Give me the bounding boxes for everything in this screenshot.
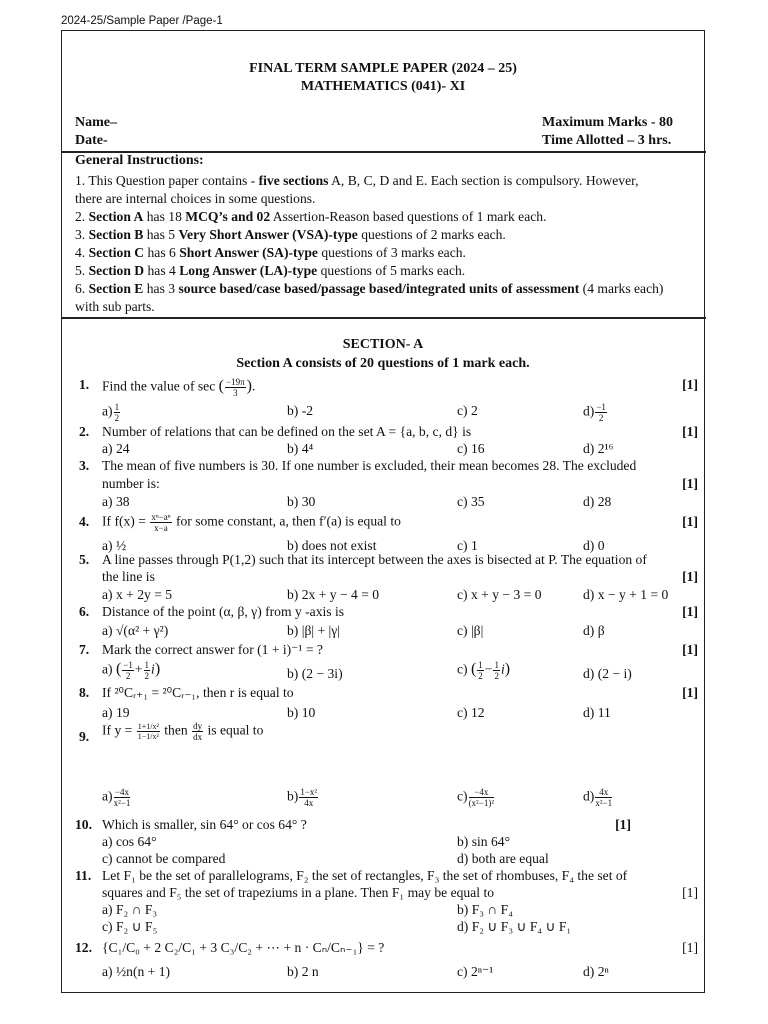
option-d: d) 28 bbox=[583, 494, 612, 509]
text: 6. bbox=[75, 281, 89, 296]
text: c) bbox=[457, 661, 468, 677]
text: If y = bbox=[102, 722, 133, 738]
instruction-3 bbox=[75, 226, 691, 244]
option-d: d) 2ⁿ bbox=[583, 964, 609, 979]
text: then bbox=[164, 722, 188, 738]
paper-title: FINAL TERM SAMPLE PAPER (2024 – 25) bbox=[249, 61, 517, 76]
question-mark: [1] bbox=[682, 885, 698, 900]
question-mark: [1] bbox=[682, 476, 698, 491]
option-d: d) x − y + 1 = 0 bbox=[583, 587, 669, 602]
text: d) bbox=[583, 788, 595, 804]
option-b: b) |β| + |γ| bbox=[287, 623, 340, 638]
text: Section D bbox=[88, 263, 145, 278]
option-a: a) 19 bbox=[102, 705, 130, 720]
text: 5. bbox=[75, 263, 89, 278]
text: A, B, C, D and E. Each section is compulsory. However, bbox=[328, 173, 639, 188]
option-a: a) F₂ ∩ F₃ bbox=[102, 902, 158, 917]
section-title: SECTION- A bbox=[342, 337, 424, 352]
option-c: c) 2 bbox=[457, 403, 478, 418]
text: 4. bbox=[75, 245, 89, 260]
option-c: c) F₂ ∪ F₅ bbox=[102, 919, 158, 934]
option-c: c) cannot be compared bbox=[102, 851, 226, 866]
text: has 4 bbox=[144, 263, 180, 278]
text: c) bbox=[457, 788, 468, 804]
option-d: d) $\frac{4x}{\text{x²−1}}$ bbox=[583, 787, 613, 808]
text: Section A bbox=[88, 209, 144, 224]
option-c: c) |β| bbox=[457, 623, 484, 638]
question-text: If f(x) = $\frac{\text{xⁿ−aⁿ}}{x-a}$ for some constant, a, then f′(a) is equal to bbox=[102, 512, 401, 533]
option-b: b) 30 bbox=[287, 494, 316, 509]
question-number: 4. bbox=[79, 514, 90, 529]
question-text-continued: number is: bbox=[102, 476, 160, 491]
option-a: a) ½ bbox=[102, 538, 127, 553]
option-c: c) 16 bbox=[457, 441, 485, 456]
option-b: b) 2x + y − 4 = 0 bbox=[287, 587, 380, 602]
text: Section E bbox=[88, 281, 144, 296]
option-c: c) 1 bbox=[457, 538, 478, 553]
option-d: d) (2 − i) bbox=[583, 666, 632, 681]
question-number: 7. bbox=[79, 642, 90, 657]
question-text: If y = $\frac{\text{1+1/x²}}{\text{1−1/x²}}$ then $\frac{dy}{dx}$ is equal to bbox=[102, 721, 264, 742]
text: d) bbox=[583, 403, 595, 419]
text: 3. bbox=[75, 227, 89, 242]
text: questions of 3 marks each. bbox=[317, 245, 466, 260]
option-d: d) 11 bbox=[583, 705, 611, 720]
option-a: a) $\frac{1}{2}$ bbox=[102, 402, 120, 423]
question-number: 10. bbox=[75, 817, 92, 832]
option-c: c) x + y − 3 = 0 bbox=[457, 587, 542, 602]
question-text: The mean of five numbers is 30. If one number is excluded, their mean becomes 28. The excluded bbox=[102, 458, 637, 473]
text: for some constant, a, then f′(a) is equal to bbox=[175, 513, 401, 529]
text: Very Short Answer (VSA)-type bbox=[178, 227, 358, 242]
option-b: b) 4⁴ bbox=[287, 441, 314, 456]
date-row bbox=[75, 133, 691, 149]
text: source based/case based/passage based/integrated units of assessment bbox=[178, 281, 580, 296]
question-mark: [1] bbox=[682, 642, 698, 657]
question-text: Which is smaller, sin 64° or cos 64° ? bbox=[102, 817, 307, 832]
question-mark: [1] bbox=[682, 424, 698, 439]
text: Short Answer (SA)-type bbox=[179, 245, 318, 260]
question-text: A line passes through P(1,2) such that its intercept between the axes is bisected at P. The equation of bbox=[102, 552, 647, 567]
max-marks: Maximum Marks - 80 bbox=[542, 115, 674, 130]
text: there are internal choices in some questions. bbox=[75, 191, 316, 206]
time-allotted: Time Allotted – 3 hrs. bbox=[542, 133, 672, 148]
question-number: 6. bbox=[79, 604, 90, 619]
page-label: 2024-25/Sample Paper /Page-1 bbox=[61, 15, 223, 27]
text: Section C bbox=[88, 245, 145, 260]
text: has 3 bbox=[143, 281, 179, 296]
text: has 6 bbox=[144, 245, 180, 260]
option-b: b) (2 − 3i) bbox=[287, 666, 343, 681]
divider bbox=[62, 317, 706, 319]
question-text: Let F₁ be the set of parallelograms, F₂ the set of rectangles, F₃ the set of rhombuses, F₄ the set of bbox=[102, 868, 628, 883]
text: a) bbox=[102, 788, 113, 804]
date-label: Date- bbox=[75, 133, 108, 148]
text: If f(x) = bbox=[102, 513, 146, 529]
question-number: 8. bbox=[79, 685, 90, 700]
option-a: a) ( $\frac{-1}{2}$ + $\frac{1}{2}$ i) bbox=[102, 660, 161, 681]
text: 2. bbox=[75, 209, 89, 224]
option-c: c) 12 bbox=[457, 705, 485, 720]
option-a: a) √(α² + γ²) bbox=[102, 623, 169, 638]
question-text: Find the value of sec ( $\frac{-19\pi}{3}$ ). bbox=[102, 377, 256, 398]
paper-subject: MATHEMATICS (041)- XI bbox=[300, 79, 466, 94]
text: MCQ’s and 02 bbox=[185, 209, 271, 224]
option-b: b) 2 n bbox=[287, 964, 319, 979]
question-text-continued: squares and F₅ the set of trapeziums in a plane. Then F₁ may be equal to bbox=[102, 885, 495, 900]
fraction: $\frac{-19\pi}{3}$ bbox=[226, 377, 245, 398]
question-text: {C₁/C₀ + 2 C₂/C₁ + 3 C₃/C₂ + ⋯ + n · Cₙ/Cₙ₋₁} = ? bbox=[102, 940, 385, 955]
question-mark: [1] bbox=[682, 569, 698, 584]
option-d: d) $\frac{-1}{2}$ bbox=[583, 402, 606, 423]
text: Long Answer (LA)-type bbox=[179, 263, 318, 278]
name-label: Name– bbox=[75, 115, 117, 130]
instruction-6 bbox=[75, 280, 691, 316]
question-mark: [1] bbox=[682, 685, 698, 700]
option-c: c) 35 bbox=[457, 494, 485, 509]
option-a: a) ½n(n + 1) bbox=[102, 964, 171, 979]
instruction-5 bbox=[75, 262, 691, 280]
text: has 18 bbox=[143, 209, 186, 224]
question-number: 9. bbox=[79, 729, 90, 744]
text: b) bbox=[287, 788, 299, 804]
name-row bbox=[75, 115, 691, 131]
option-b: b) 10 bbox=[287, 705, 316, 720]
option-c: c) ( $\frac{1}{2}$ − $\frac{1}{2}$ i) bbox=[457, 660, 511, 681]
paper-frame bbox=[61, 30, 705, 993]
instructions-title: General Instructions: bbox=[75, 153, 204, 168]
option-b: b) sin 64° bbox=[457, 834, 511, 849]
text: 1. This Question paper contains - bbox=[75, 173, 259, 188]
text: a) bbox=[102, 661, 113, 677]
option-a: a) 38 bbox=[102, 494, 130, 509]
option-a: a) x + 2y = 5 bbox=[102, 587, 173, 602]
question-mark: [1] bbox=[615, 817, 631, 832]
text: with sub parts. bbox=[75, 299, 155, 314]
option-a: a) cos 64° bbox=[102, 834, 157, 849]
text: (4 marks each) bbox=[579, 281, 664, 296]
question-mark: [1] bbox=[682, 514, 698, 529]
text: questions of 5 marks each. bbox=[317, 263, 466, 278]
question-text: Mark the correct answer for (1 + i)⁻¹ = ? bbox=[102, 642, 323, 657]
text: Find the value of sec bbox=[102, 378, 216, 394]
option-d: d) 2¹⁶ bbox=[583, 441, 614, 456]
question-number: 11. bbox=[75, 868, 92, 883]
text: is equal to bbox=[207, 722, 264, 738]
option-d: d) β bbox=[583, 623, 605, 638]
option-b: b) $\frac{\text{1−x²}}{4x}$ bbox=[287, 787, 318, 808]
instruction-1 bbox=[75, 172, 691, 208]
text: questions of 2 marks each. bbox=[357, 227, 506, 242]
question-mark: [1] bbox=[682, 604, 698, 619]
option-d: d) both are equal bbox=[457, 851, 549, 866]
option-c: c) 2ⁿ⁻¹ bbox=[457, 964, 494, 979]
question-number: 5. bbox=[79, 552, 90, 567]
option-b: b) -2 bbox=[287, 403, 314, 418]
question-mark: [1] bbox=[682, 377, 698, 392]
question-mark: [1] bbox=[682, 940, 698, 955]
question-number: 1. bbox=[79, 377, 90, 392]
option-b: b) F₃ ∩ F₄ bbox=[457, 902, 513, 917]
question-number: 2. bbox=[79, 424, 90, 439]
question-number: 12. bbox=[75, 940, 92, 955]
instruction-2 bbox=[75, 208, 691, 226]
question-text: If ²⁰Cᵣ₊₁ = ²⁰Cᵣ₋₁, then r is equal to bbox=[102, 685, 294, 700]
question-text: Number of relations that can be defined on the set A = {a, b, c, d} is bbox=[102, 424, 472, 439]
text: Assertion-Reason based questions of 1 mark each. bbox=[270, 209, 547, 224]
option-d: d) F₂ ∪ F₃ ∪ F₄ ∪ F₁ bbox=[457, 919, 572, 934]
option-a: a) $\frac{-4x}{\text{x²−1}}$ bbox=[102, 787, 131, 808]
option-a: a) 24 bbox=[102, 441, 130, 456]
text: has 5 bbox=[143, 227, 179, 242]
text: Section B bbox=[88, 227, 144, 242]
option-d: d) 0 bbox=[583, 538, 605, 553]
option-b: b) does not exist bbox=[287, 538, 377, 553]
instruction-4 bbox=[75, 244, 691, 262]
section-subtitle: Section A consists of 20 questions of 1 mark each. bbox=[236, 356, 530, 371]
option-c: c) $\frac{-4x}{\text{(x²−1)²}}$ bbox=[457, 787, 495, 808]
question-text: Distance of the point (α, β, γ) from y -axis is bbox=[102, 604, 345, 619]
question-text-continued: the line is bbox=[102, 569, 155, 584]
question-number: 3. bbox=[79, 458, 90, 473]
text: five sections bbox=[258, 173, 329, 188]
text: a) bbox=[102, 403, 113, 419]
